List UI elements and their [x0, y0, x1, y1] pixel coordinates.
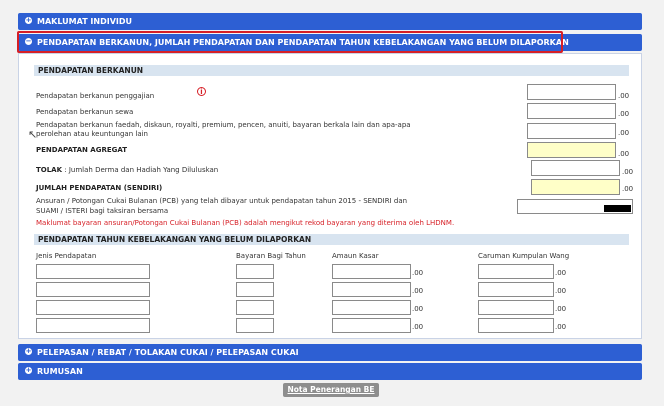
suffix-agregat: .00 — [618, 150, 630, 158]
nota-penerangan-button[interactable]: Nota Penerangan BE — [283, 383, 379, 397]
label-agregat: PENDAPATAN AGREGAT — [36, 146, 128, 154]
input-agregat — [527, 142, 616, 158]
input-caruman[interactable] — [478, 300, 554, 315]
suffix-caruman: .00 — [555, 305, 567, 313]
suffix-jumlah: .00 — [622, 185, 634, 193]
subheader-kebelakangan: PENDAPATAN TAHUN KEBELAKANGAN YANG BELUM DILAPORKAN — [34, 234, 629, 245]
section-title: MAKLUMAT INDIVIDU — [37, 17, 133, 26]
column-tahun: Bayaran Bagi Tahun — [236, 252, 306, 260]
circle-icon: + — [25, 366, 32, 374]
suffix-caruman: .00 — [555, 269, 567, 277]
label-faedah: Pendapatan berkanun faedah, diskaun, royalti, premium, pencen, anuiti, bayaran berkala lain dan apa-apa — [36, 121, 411, 129]
section-pelepasan[interactable] — [18, 344, 642, 361]
label-pcb-cont: SUAMI / ISTERI bagi taksiran bersama — [36, 207, 169, 215]
input-amaun[interactable] — [332, 318, 411, 333]
suffix-gaji: .00 — [618, 92, 630, 100]
input-jumlah — [531, 179, 620, 195]
column-amaun: Amaun Kasar — [332, 252, 379, 260]
label-sewa: Pendapatan berkanun sewa — [36, 108, 134, 116]
column-jenis: Jenis Pendapatan — [36, 252, 97, 260]
section-maklumat-individu[interactable] — [18, 13, 642, 30]
input-tolak[interactable] — [531, 160, 620, 176]
input-amaun[interactable] — [332, 300, 411, 315]
info-icon[interactable]: i — [197, 87, 206, 96]
section-rumusan[interactable] — [18, 363, 642, 380]
label-tolak-keyword: TOLAK — [36, 166, 63, 174]
column-caruman: Caruman Kumpulan Wang — [478, 252, 570, 260]
suffix-amaun: .00 — [412, 323, 424, 331]
input-jenis[interactable] — [36, 264, 150, 279]
suffix-amaun: .00 — [412, 287, 424, 295]
input-jenis[interactable] — [36, 300, 150, 315]
input-tahun[interactable] — [236, 282, 274, 297]
label-pcb: Ansuran / Potongan Cukai Bulanan (PCB) yang telah dibayar untuk pendapatan tahun 2015 - SENDIRI dan — [36, 197, 408, 205]
input-tahun[interactable] — [236, 300, 274, 315]
suffix-tolak: .00 — [622, 168, 634, 176]
redacted-value — [604, 205, 631, 212]
suffix-faedah: .00 — [618, 129, 630, 137]
suffix-caruman: .00 — [555, 287, 567, 295]
suffix-amaun: .00 — [412, 269, 424, 277]
label-jumlah: JUMLAH PENDAPATAN (SENDIRI) — [36, 184, 163, 192]
input-jenis[interactable] — [36, 318, 150, 333]
suffix-amaun: .00 — [412, 305, 424, 313]
suffix-caruman: .00 — [555, 323, 567, 331]
input-faedah[interactable] — [527, 123, 616, 139]
section-title: PENDAPATAN BERKANUN, JUMLAH PENDAPATAN DAN PENDAPATAN TAHUN KEBELAKANGAN YANG BELUM DILAPORKAN — [37, 38, 569, 47]
input-amaun[interactable] — [332, 264, 411, 279]
label-gaji: Pendapatan berkanun penggajian — [36, 92, 155, 100]
circle-icon: − — [25, 37, 32, 45]
highlight-box — [17, 31, 563, 53]
subheader-berkanun: PENDAPATAN BERKANUN — [34, 65, 629, 76]
input-amaun[interactable] — [332, 282, 411, 297]
input-caruman[interactable] — [478, 318, 554, 333]
mouse-pointer-icon: ↖ — [28, 128, 38, 141]
circle-icon: + — [25, 16, 32, 24]
input-caruman[interactable] — [478, 282, 554, 297]
label-faedah-cont: perolehan atau keuntungan lain — [36, 130, 148, 138]
pcb-note: Maklumat bayaran ansuran/Potongan Cukai Bulanan (PCB) adalah mengikut rekod bayaran yang diterima oleh LHDNM. — [36, 219, 455, 227]
input-caruman[interactable] — [478, 264, 554, 279]
input-gaji[interactable] — [527, 84, 616, 100]
label-tolak: : Jumlah Derma dan Hadiah Yang Diluluskan — [64, 166, 219, 174]
input-jenis[interactable] — [36, 282, 150, 297]
suffix-sewa: .00 — [618, 110, 630, 118]
section-title: RUMUSAN — [37, 367, 83, 376]
input-sewa[interactable] — [527, 103, 616, 119]
input-tahun[interactable] — [236, 264, 274, 279]
circle-icon: + — [25, 347, 32, 355]
input-tahun[interactable] — [236, 318, 274, 333]
section-title: PELEPASAN / REBAT / TOLAKAN CUKAI / PELEPASAN CUKAI — [37, 348, 299, 357]
